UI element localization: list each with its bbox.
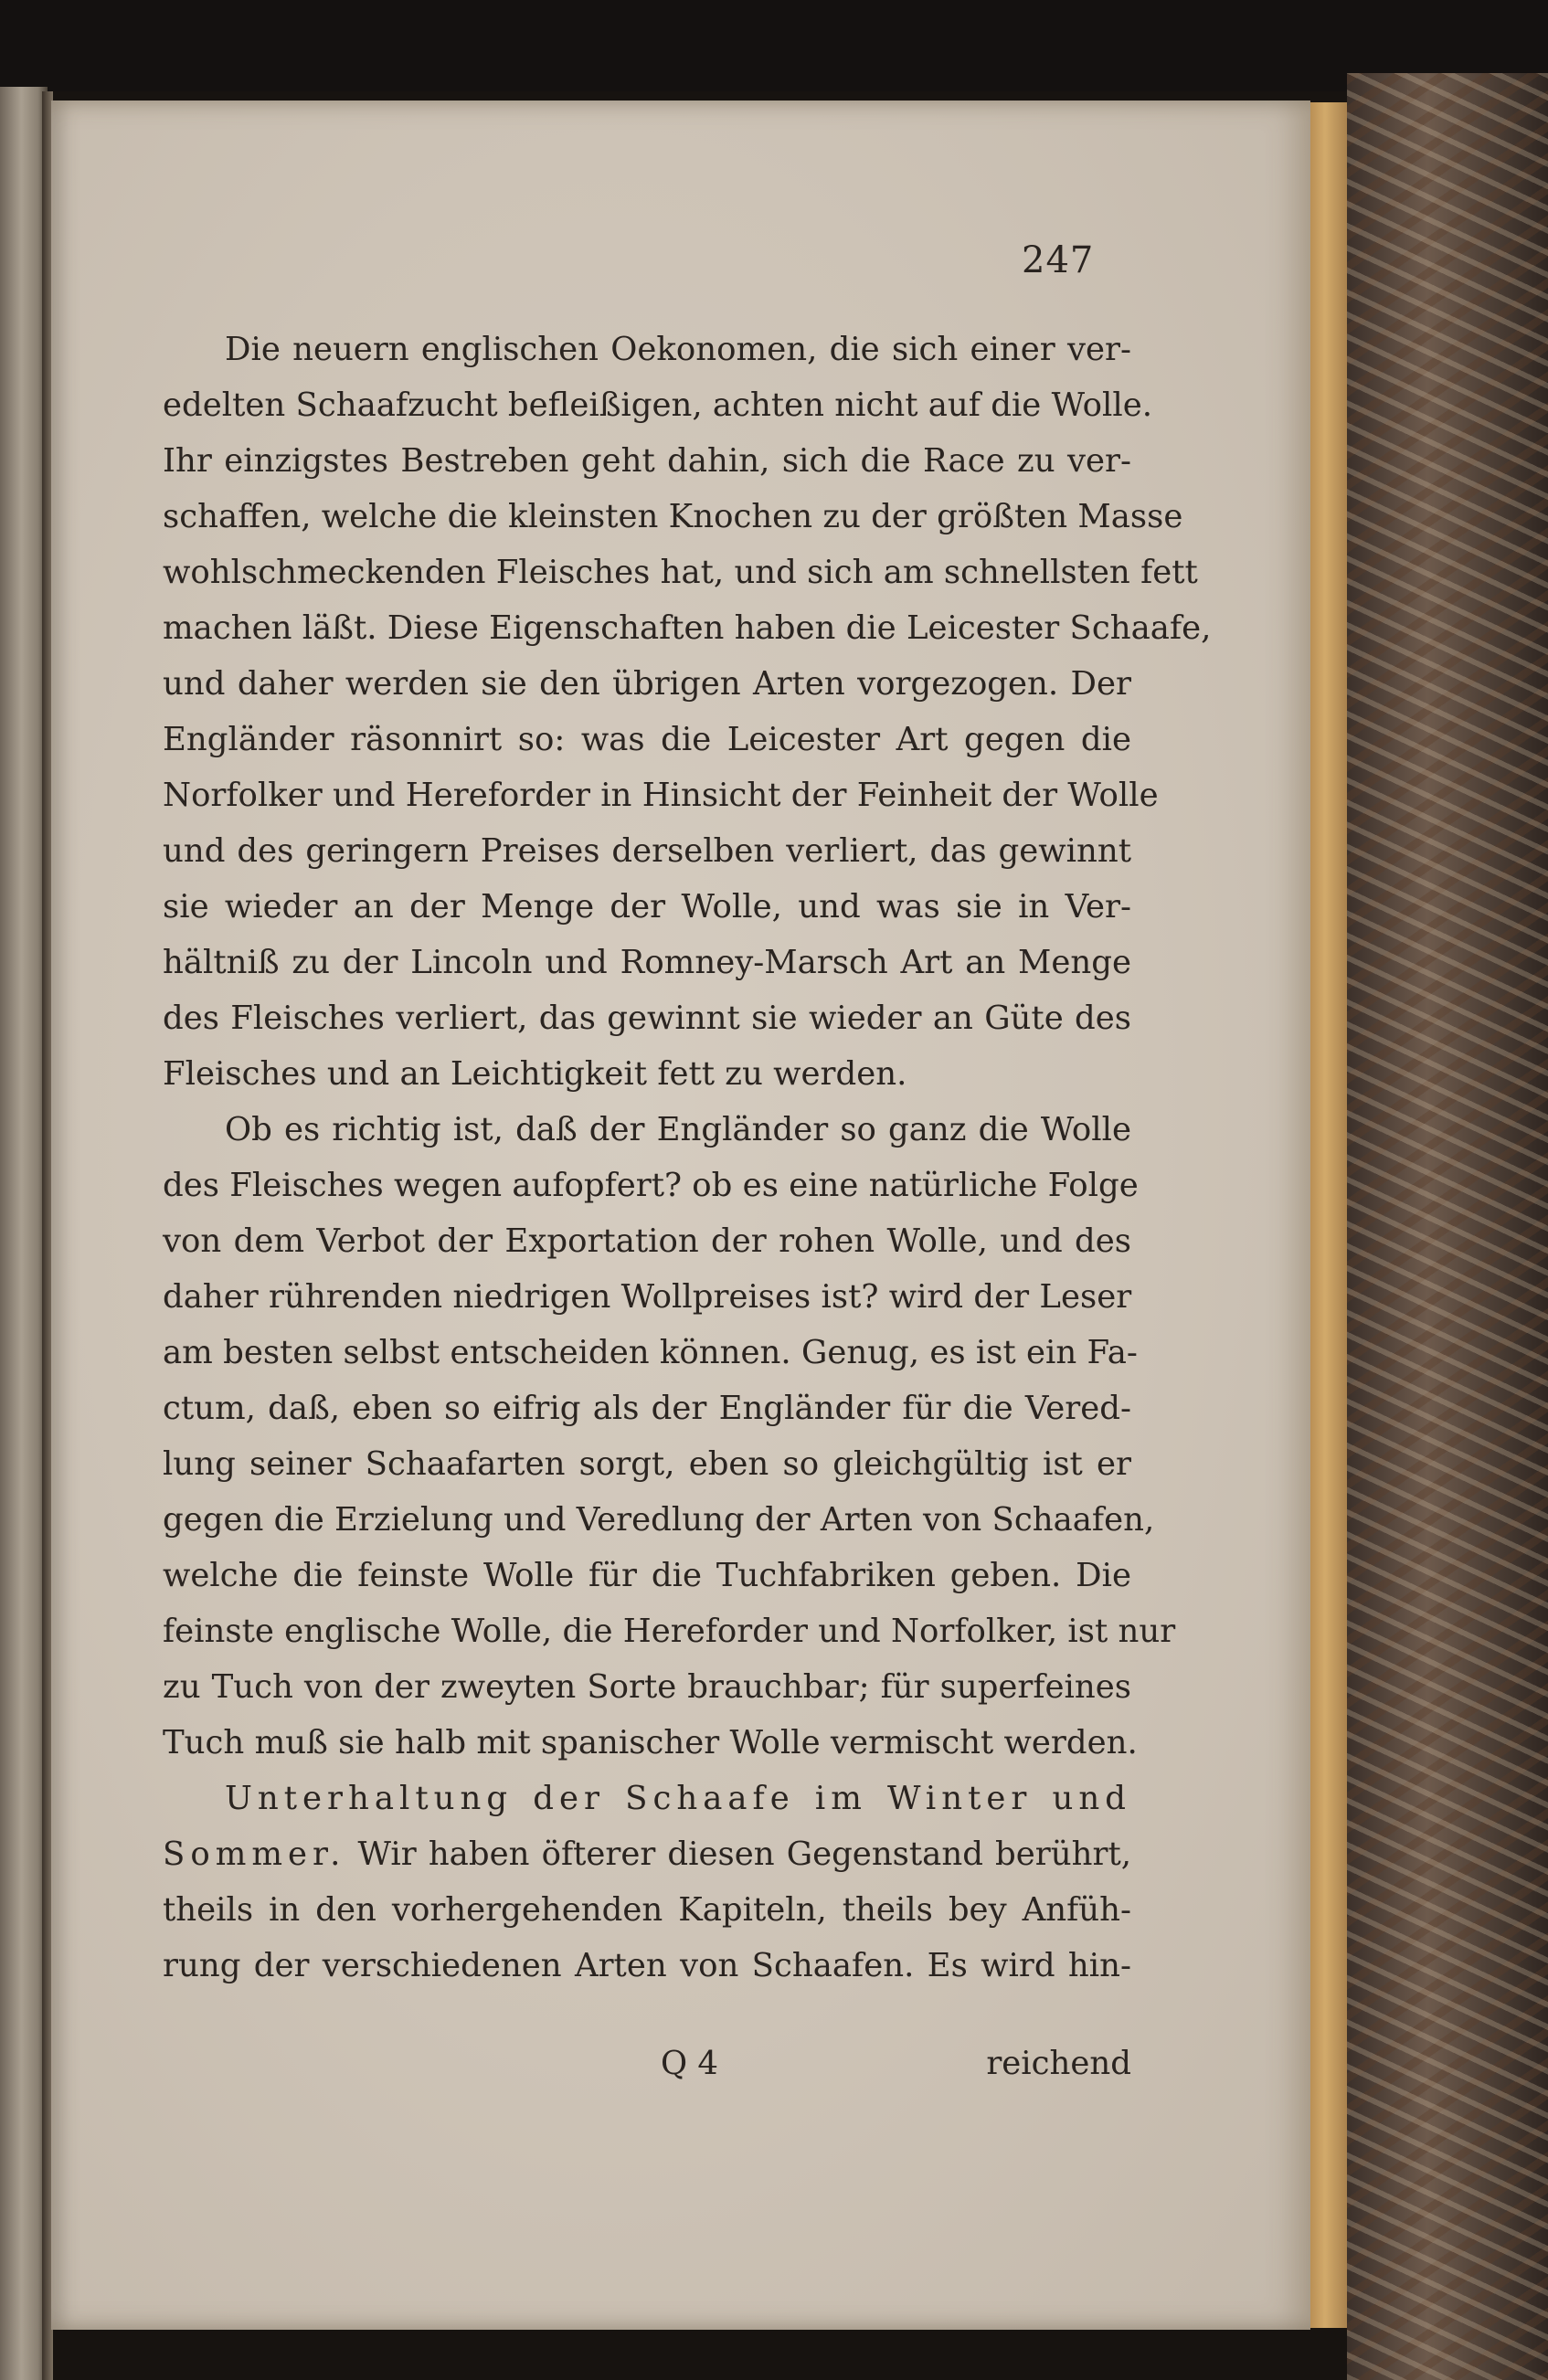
text-line: feinste englische Wolle, die Hereforder und Norfolker, ist nur [163, 1613, 1176, 1650]
text-line: Ihr einzigstes Bestreben geht dahin, sich die Race zu ver- [163, 442, 1131, 480]
text-line: edelten Schaafzucht befleißigen, achten nicht auf die Wolle. [163, 386, 1153, 424]
text-line: rung der verschiedenen Arten von Schaafen. Es wird hin- [163, 1947, 1131, 1984]
text-line: Tuch muß sie halb mit spanischer Wolle vermischt werden. [163, 1724, 1138, 1761]
text-line: theils in den vorhergehenden Kapiteln, theils bey Anfüh- [163, 1891, 1131, 1929]
section-heading-continuation: Sommer. [163, 1835, 346, 1873]
top-shadow [0, 0, 1548, 91]
text-line: lung seiner Schaafarten sorgt, eben so gleichgültig ist er [163, 1445, 1131, 1483]
text-line: daher rührenden niedrigen Wollpreises ist? wird der Leser [163, 1278, 1132, 1316]
text-line: gegen die Erzielung und Veredlung der Arten von Schaafen, [163, 1501, 1155, 1539]
gilt-page-edges [1310, 102, 1347, 2328]
text-line: Norfolker und Hereforder in Hinsicht der Feinheit der Wolle [163, 777, 1159, 814]
text-line: am besten selbst entscheiden können. Genug, es ist ein Fa- [163, 1334, 1138, 1371]
text-line: Ob es richtig ist, daß der Engländer so ganz die Wolle [225, 1111, 1131, 1148]
catchword: reichend [986, 2045, 1131, 2082]
page-number: 247 [1022, 239, 1095, 281]
text-line: sie wieder an der Menge der Wolle, und was sie in Ver- [163, 888, 1131, 926]
section-heading-line: Unterhaltung der Schaafe im Winter und [225, 1780, 1131, 1817]
signature-mark: Q 4 [661, 2045, 718, 2082]
text-line: von dem Verbot der Exportation der rohen Wolle, und des [163, 1222, 1131, 1260]
marbled-cover-board [1347, 73, 1548, 2380]
body-text [163, 322, 1212, 1994]
text-line: des Fleisches wegen aufopfert? ob es eine natürliche Folge [163, 1167, 1139, 1204]
text-line: und des geringern Preises derselben verliert, das gewinnt [163, 832, 1131, 870]
text-line: wohlschmeckenden Fleisches hat, und sich am schnellsten fett [163, 554, 1198, 591]
facing-page-edge [0, 87, 48, 2380]
text-line: Die neuern englischen Oekonomen, die sich einer ver- [225, 331, 1131, 368]
page-footer [163, 2036, 1131, 2091]
text-line-rest: Wir haben öfterer diesen Gegenstand berührt, [345, 1835, 1131, 1873]
text-line [163, 1826, 1131, 1882]
text-line: des Fleisches verliert, das gewinnt sie wieder an Güte des [163, 1000, 1131, 1037]
text-line: schaffen, welche die kleinsten Knochen zu der größten Masse [163, 498, 1183, 535]
text-line: hältniß zu der Lincoln und Romney-Marsch Art an Menge [163, 944, 1131, 981]
text-line: ctum, daß, eben so eifrig als der Engländer für die Vered- [163, 1390, 1131, 1427]
text-line: machen läßt. Diese Eigenschaften haben die Leicester Schaafe, [163, 609, 1212, 647]
text-line: und daher werden sie den übrigen Arten vorgezogen. Der [163, 665, 1131, 703]
text-line: welche die feinste Wolle für die Tuchfabriken geben. Die [163, 1557, 1131, 1594]
text-line: Fleisches und an Leichtigkeit fett zu werden. [163, 1055, 907, 1093]
text-line: zu Tuch von der zweyten Sorte brauchbar; für superfeines [163, 1668, 1131, 1706]
text-line: Engländer räsonnirt so: was die Leicester Art gegen die [163, 721, 1131, 758]
